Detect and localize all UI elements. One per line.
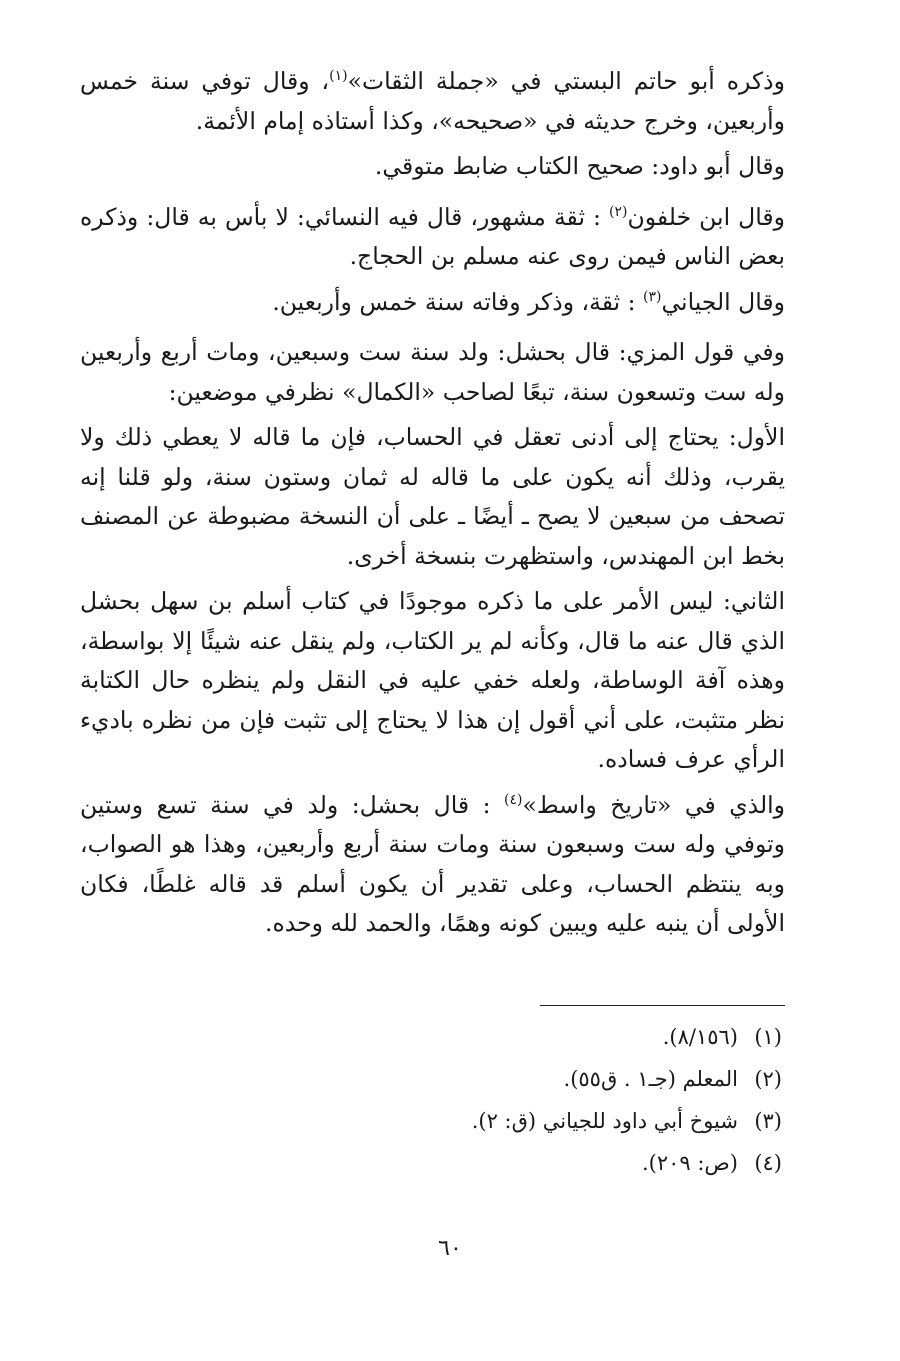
- footnote-number: (٢): [754, 1067, 782, 1091]
- paragraph-3: [80, 198, 785, 277]
- footnote-ref-2: (٢): [609, 203, 628, 220]
- paragraph-text: الثاني: ليس الأمر على ما ذكره موجودًا في كتاب أسلم بن سهل بحشل الذي قال عنه ما قال، وكأنه لم ير الكتاب، ولم ينقل عنه شيئًا إلا بواسطة، وهذه آفة الوساطة، ولعله خفي عليه في النقل ولم ينظره حال الكتابة نظر متثبت، على أني أقول إن هذا لا يحتاج إلى تثبت فإن من نظره باديء الرأي عرف فساده.: [80, 587, 785, 773]
- footnote-text: (٨/١٥٦).: [662, 1025, 738, 1049]
- footnote-text: المعلم (جـ١ . ق٥٥).: [563, 1067, 738, 1091]
- paragraph-2: [80, 147, 785, 187]
- paragraph-text: والذي في «تاريخ واسط»: [522, 790, 786, 819]
- paragraph-text: وقال ابن خلفون: [627, 202, 785, 231]
- paragraph-5: [80, 333, 785, 412]
- footnote-number: (١): [754, 1025, 782, 1049]
- footnote-divider: [540, 1005, 785, 1006]
- footnote-1: [182, 1016, 782, 1058]
- footnote-number: (٣): [754, 1109, 782, 1133]
- paragraph-8: [80, 786, 785, 944]
- paragraph-text-cont: : ثقة مشهور، قال فيه النسائي: لا بأس به قال: وذكره بعض الناس فيمن روى عنه مسلم بن الحجاج.: [80, 202, 785, 270]
- footnote-text: (ص: ٢٠٩).: [641, 1151, 738, 1175]
- footnote-4: [182, 1142, 782, 1184]
- paragraph-6: [80, 418, 785, 576]
- main-text: [80, 62, 785, 950]
- paragraph-1: [80, 62, 785, 141]
- paragraph-text-cont: ، وقال توفي سنة خمس وأربعين، وخرج حديثه في «صحيحه»، وكذا أستاذه إمام الأئمة.: [80, 67, 785, 135]
- footnote-number: (٤): [754, 1151, 782, 1175]
- paragraph-4: [80, 283, 785, 323]
- page-number: ٦٠: [438, 1236, 462, 1261]
- paragraph-text-cont: : ثقة، وذكر وفاته سنة خمس وأربعين.: [272, 287, 643, 316]
- footnote-3: [182, 1100, 782, 1142]
- footnote-text: شيوخ أبي داود للجياني (ق: ٢).: [471, 1109, 738, 1133]
- paragraph-text: وفي قول المزي: قال بحشل: ولد سنة ست وسبعين، ومات أربع وأربعين وله ست وتسعون سنة، تبعًا لصاحب «الكمال» نظرفي موضعين:: [80, 338, 785, 406]
- paragraph-text: وقال الجياني: [661, 287, 785, 316]
- footnote-ref-1: (١): [329, 68, 348, 85]
- paragraph-text-cont: : قال بحشل: ولد في سنة تسع وستين وتوفي وله ست وسبعون سنة ومات سنة أربع وأربعين، وهذا هو الصواب، وبه ينتظم الحساب، وعلى تقدير أن يكون أسلم قد قاله غلطًا، فكان الأولى أن ينبه عليه ويبين كونه وهمًا، والحمد لله وحده.: [80, 790, 785, 937]
- footnotes: [182, 1016, 782, 1184]
- footnote-ref-4: (٤): [504, 791, 523, 808]
- footnote-2: [182, 1058, 782, 1100]
- paragraph-text: وذكره أبو حاتم البستي في «جملة الثقات»: [347, 67, 785, 95]
- paragraph-text: وقال أبو داود: صحيح الكتاب ضابط متوقي.: [374, 152, 785, 180]
- footnote-ref-3: (٣): [643, 288, 662, 305]
- paragraph-text: الأول: يحتاج إلى أدنى تعقل في الحساب، فإن ما قاله لا يعطي ذلك ولا يقرب، وذلك أنه يكون على ما قاله له ثمان وستون سنة، ولو قلنا إنه تصحف من سبعين لا يصح ـ أيضًا ـ على أن النسخة مضبوطة عن المصنف بخط ابن المهندس، واستظهرت بنسخة أخرى.: [80, 423, 785, 570]
- paragraph-7: [80, 582, 785, 780]
